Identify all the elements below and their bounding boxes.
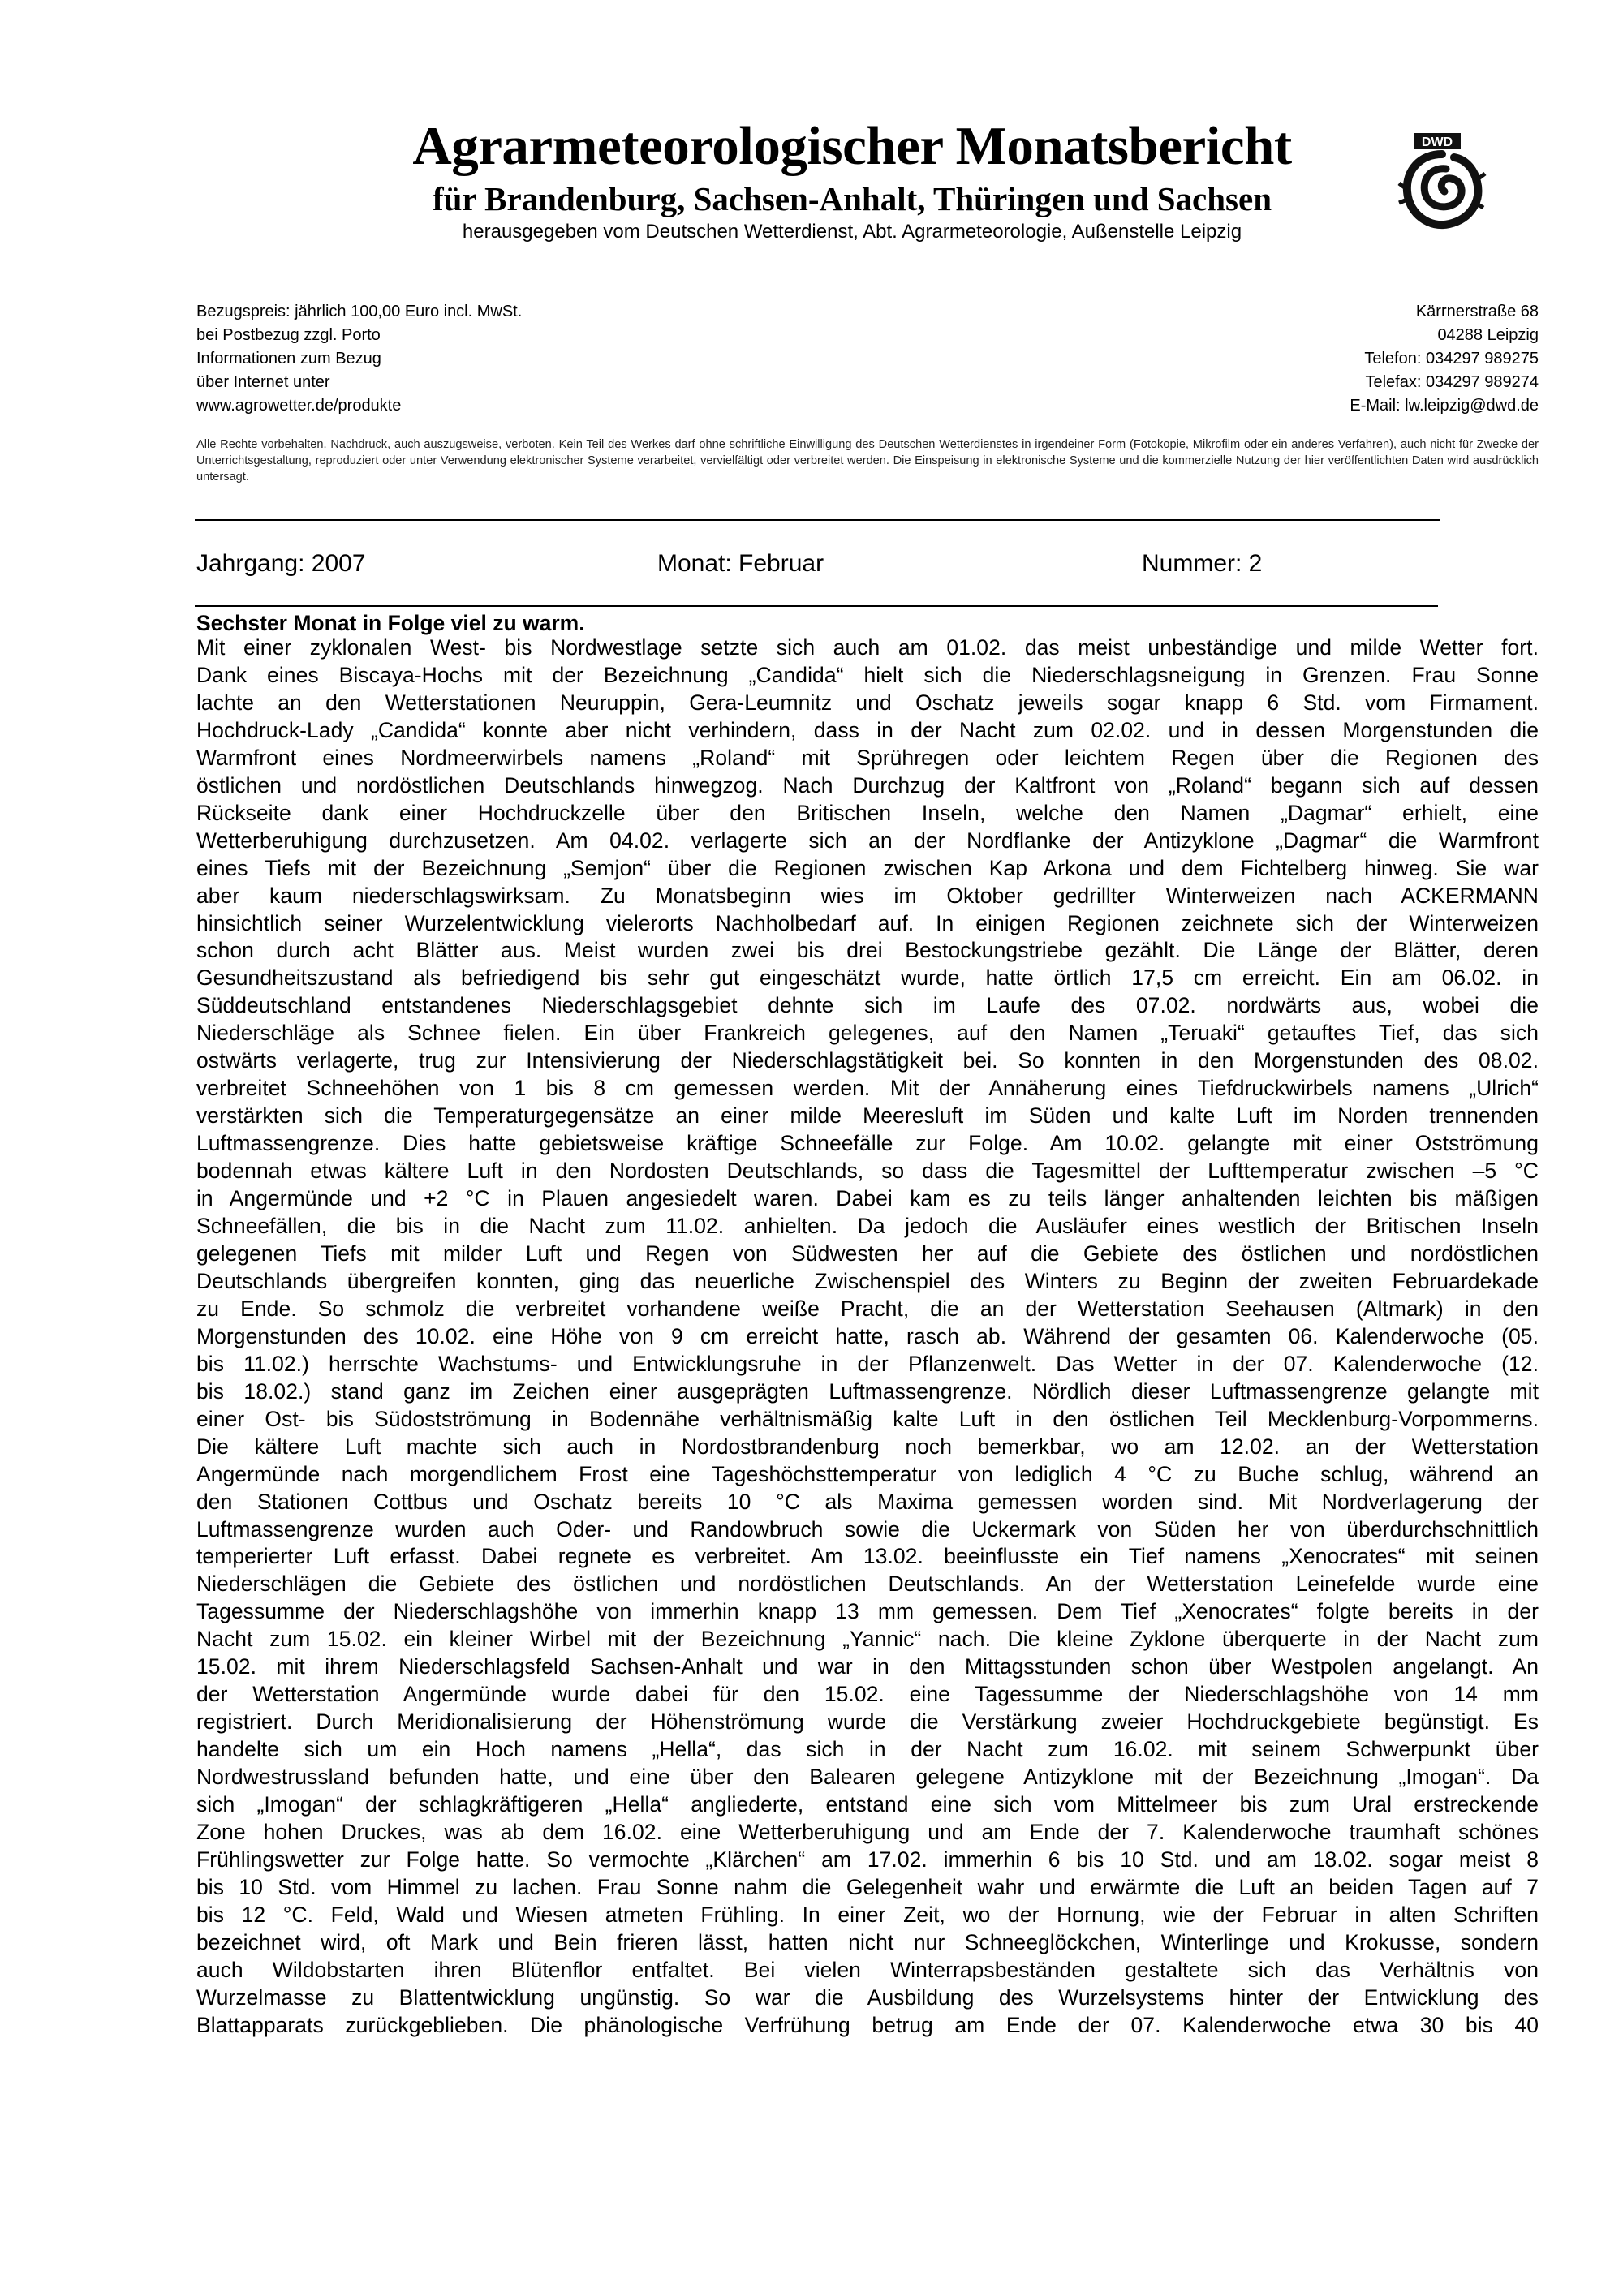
article-line: Niederschlägen die Gebiete des östlichen und nordöstlichen Deutschlands. An der Wetterstation Leinefelde wurde eine	[196, 1572, 1539, 1597]
article-line: Dank eines Biscaya-Hochs mit der Bezeichnung „Candida“ hielt sich die Niederschlagsneigung in Grenzen. Frau Sonne	[196, 662, 1539, 687]
article-line: verstärkten sich die Temperaturgegensätze an einer milde Meeresluft im Süden und kalte Luft im Norden trennenden	[196, 1103, 1539, 1129]
article-line: bodennah etwas kältere Luft in den Nordosten Deutschlands, so dass die Tagesmittel der Lufttemperatur zwischen –5 °C	[196, 1159, 1539, 1184]
info-line: Bezugspreis: jährlich 100,00 Euro incl. MwSt.	[196, 303, 523, 320]
article-line: Gesundheitszustand als befriedigend bis sehr gut eingeschätzt wurde, hatte örtlich 17,5 cm erreicht. Ein am 06.02. in	[196, 965, 1539, 991]
article-line: aber kaum niederschlagswirksam. Zu Monatsbeginn wies im Oktober gedrillter Winterweizen nach ACKERMANN	[196, 883, 1539, 908]
article-line: Mit einer zyklonalen West- bis Nordwestlage setzte sich auch am 01.02. das meist unbeständige und milde Wetter fort.	[196, 635, 1539, 660]
article-line: Luftmassengrenze wurden auch Oder- und Randowbruch sowie die Uckermark von Süden her von überdurchschnittlich	[196, 1516, 1539, 1541]
article-line: Deutschlands übergreifen konnten, ging das neuerliche Zwischenspiel des Winters zu Beginn der zweiten Februardekade	[196, 1268, 1539, 1293]
fax-number: Telefax: 034297 989274	[1365, 373, 1539, 391]
article-line: hinsichtlich seiner Wurzelentwicklung vielerorts Nachholbedarf auf. In einigen Regionen zeichnete sich der Winterweizen	[196, 910, 1539, 935]
address-city: 04288 Leipzig	[1437, 326, 1539, 344]
email-link[interactable]: E-Mail: lw.leipzig@dwd.de	[1350, 397, 1539, 415]
article-line: Nacht zum 15.02. ein kleiner Wirbel mit der Bezeichnung „Yannic“ nach. Die kleine Zyklone überquerte in der Nacht zum	[196, 1627, 1539, 1652]
article-line: Tagessumme der Niederschlagshöhe von immerhin knapp 13 mm gemessen. Dem Tief „Xenocrates“ folgte bereits in der	[196, 1599, 1539, 1624]
publisher-line: herausgegeben vom Deutschen Wetterdienst, Abt. Agrarmeteorologie, Außenstelle Leipzig	[462, 221, 1242, 243]
article-line: Schneefällen, die bis in die Nacht zum 11.02. anhielten. Da jedoch die Ausläufer eines westlich der Britischen Inseln	[196, 1214, 1539, 1239]
article-line: Blattapparats zurückgeblieben. Die phänologische Verfrühung betrug am Ende der 07. Kalenderwoche etwa 30 bis 40	[196, 2012, 1539, 2037]
issue-month: Monat: Februar	[657, 550, 824, 577]
article-line: Angermünde nach morgendlichem Frost eine Tageshöchsttemperatur von lediglich 4 °C zu Buche schlug, während an	[196, 1461, 1539, 1486]
article-line: Wurzelmasse zu Blattentwicklung ungünstig. So war die Ausbildung des Wurzelsystems hinter der Entwicklung des	[196, 1984, 1539, 2010]
article-line: Wetterberuhigung durchzusetzen. Am 04.02. verlagerte sich an der Nordflanke der Antizyklone „Dagmar“ die Warmfront	[196, 828, 1539, 853]
contact-info	[1055, 300, 1539, 418]
issue-number: Nummer: 2	[1142, 550, 1263, 577]
article-line: bis 11.02.) herrschte Wachstums- und Entwicklungsruhe in der Pflanzenwelt. Das Wetter in der 07. Kalenderwoche (12.	[196, 1351, 1539, 1376]
divider-bottom	[195, 605, 1438, 607]
dwd-logo-icon	[1397, 130, 1487, 235]
info-line: bei Postbezug zzgl. Porto	[196, 326, 381, 344]
article-line: Die kältere Luft machte sich auch in Nordostbrandenburg noch bemerkbar, wo am 12.02. an der Wetterstation	[196, 1434, 1539, 1459]
article-line: temperierter Luft erfasst. Dabei regnete es verbreitet. Am 13.02. beeinflusste ein Tief namens „Xenocrates“ mit seinen	[196, 1544, 1539, 1569]
article-line: lachte an den Wetterstationen Neuruppin, Gera-Leumnitz und Oschatz jeweils sogar knapp 6 Std. vom Firmament.	[196, 690, 1539, 715]
article-line: Rückseite dank einer Hochdruckzelle über den Britischen Inseln, welche den Namen „Dagmar“ erhielt, eine	[196, 800, 1539, 825]
issue-year: Jahrgang: 2007	[196, 550, 366, 577]
article-line: der Wetterstation Angermünde wurde dabei für den 15.02. eine Tagessumme der Niederschlagshöhe von 14 mm	[196, 1682, 1539, 1707]
article-line: schon durch acht Blätter aus. Meist wurden zwei bis drei Bestockungstriebe gezählt. Die Länge der Blätter, deren	[196, 938, 1539, 963]
article-heading: Sechster Monat in Folge viel zu warm.	[196, 611, 585, 635]
article-line: bezeichnet wird, oft Mark und Bein frieren lässt, hatten nicht nur Schneeglöckchen, Winterlinge und Krokusse, sondern	[196, 1929, 1539, 1954]
article-line: Nordwestrussland befunden hatte, und eine über den Balearen gelegene Antizyklone mit der Bezeichnung „Imogan“. Da	[196, 1765, 1539, 1790]
website-link[interactable]: www.agrowetter.de/produkte	[196, 397, 402, 415]
copyright-notice: Alle Rechte vorbehalten. Nachdruck, auch auszugsweise, verboten. Kein Teil des Werkes darf ohne schriftliche Einwilligung des Deutschen Wetterdienstes in irgendeiner Form (Fotokopie, Mikrofilm oder ein anderes Verfahren), auch nicht für Zwecke der Unterrichtsgestaltung, reproduziert oder unter Verwendung elektronischer Systeme verarbeitet, vervielfältigt oder verbreitet werden. Die Einspeisung in elektronische Systeme und die kommerzielle Nutzung der hier veröffentlichten Daten wird ausdrücklich untersagt.	[196, 438, 1539, 484]
article-line: Warmfront eines Nordmeerwirbels namens „Roland“ mit Sprühregen oder leichtem Regen über die Regionen des	[196, 745, 1539, 770]
info-line: Informationen zum Bezug	[196, 350, 381, 368]
subscription-info	[196, 300, 764, 418]
article-line: eines Tiefs mit der Bezeichnung „Semjon“ über die Regionen zwischen Kap Arkona und dem Fichtelberg hinweg. Sie war	[196, 855, 1539, 880]
article-line: gelegenen Tiefs mit milder Luft und Regen von Südwesten her auf die Gebiete des östlichen und nordöstlichen	[196, 1240, 1539, 1266]
article-line: Morgenstunden des 10.02. eine Höhe von 9 cm erreicht hatte, rasch ab. Während der gesamten 06. Kalenderwoche (05.	[196, 1323, 1539, 1348]
article-line: 15.02. mit ihrem Niederschlagsfeld Sachsen-Anhalt und war in den Mittagsstunden schon über Westpolen angelangt. An	[196, 1654, 1539, 1679]
article-body	[196, 634, 1539, 2040]
article-line: in Angermünde und +2 °C in Plauen angesiedelt waren. Dabei kam es zu teils länger anhaltenden leichten bis mäßigen	[196, 1186, 1539, 1211]
article-line: verbreitet Schneehöhen von 1 bis 8 cm gemessen werden. Mit der Annäherung eines Tiefdruckwirbels namens „Ulrich“	[196, 1076, 1539, 1101]
dwd-logo-text: DWD	[1421, 135, 1453, 149]
article-line: Hochdruck-Lady „Candida“ konnte aber nicht verhindern, dass in der Nacht zum 02.02. und in dessen Morgenstunden die	[196, 717, 1539, 742]
article-line: auch Wildobstarten ihren Blütenflor entfaltet. Bei vielen Winterrapsbeständen gestaltete sich das Verhältnis von	[196, 1957, 1539, 1982]
article-line: zu Ende. So schmolz die verbreitet vorhandene weiße Pracht, die an der Wetterstation Seehausen (Altmark) in den	[196, 1296, 1539, 1321]
article-line: bis 10 Std. vom Himmel zu lachen. Frau Sonne nahm die Gelegenheit wahr und erwärmte die Luft an beiden Tagen auf 7	[196, 1874, 1539, 1899]
divider-top	[195, 519, 1440, 521]
report-title: Agrarmeteorologischer Monatsbericht	[412, 116, 1292, 176]
article-line: den Stationen Cottbus und Oschatz bereits 10 °C als Maxima gemessen worden sind. Mit Nordverlagerung der	[196, 1489, 1539, 1514]
article-line: handelte sich um ein Hoch namens „Hella“, das sich in der Nacht zum 16.02. mit seinem Schwerpunkt über	[196, 1737, 1539, 1762]
article-line: Niederschläge als Schnee fielen. Ein über Frankreich gelegenes, auf den Namen „Teruaki“ getauftes Tief, das sich	[196, 1021, 1539, 1046]
article-line: einer Ost- bis Südostströmung in Bodennähe verhältnismäßig kalte Luft in den östlichen Teil Mecklenburg-Vorpommerns.	[196, 1406, 1539, 1431]
article-line: sich „Imogan“ der schlagkräftigeren „Hella“ angliederte, entstand eine sich vom Mittelmeer bis zum Ural erstreckende	[196, 1792, 1539, 1817]
article-line: Zone hohen Druckes, was ab dem 16.02. eine Wetterberuhigung und am Ende der 7. Kalenderwoche traumhaft schönes	[196, 1819, 1539, 1844]
article-line: Frühlingswetter zur Folge hatte. So vermochte „Klärchen“ am 17.02. immerhin 6 bis 10 Std. und am 18.02. sogar meist 8	[196, 1847, 1539, 1872]
article-line: Süddeutschland entstandenes Niederschlagsgebiet dehnte sich im Laufe des 07.02. nordwärts aus, wobei die	[196, 993, 1539, 1018]
report-subtitle: für Brandenburg, Sachsen-Anhalt, Thüringen und Sachsen	[432, 180, 1272, 217]
article-line: registriert. Durch Meridionalisierung der Höhenströmung wurde die Verstärkung zweier Hochdruckgebiete begünstigt. Es	[196, 1709, 1539, 1735]
article-line: bis 12 °C. Feld, Wald und Wiesen atmeten Frühling. In einer Zeit, wo der Hornung, wie der Februar in alten Schriften	[196, 1902, 1539, 1927]
phone-number: Telefon: 034297 989275	[1364, 350, 1539, 368]
article-line: östlichen und nordöstlichen Deutschlands hinwegzog. Nach Durchzug der Kaltfront von „Roland“ begann sich auf dessen	[196, 772, 1539, 798]
article-line: ostwärts verlagerte, trug zur Intensivierung der Niederschlagstätigkeit bei. So konnten in den Morgenstunden des 08.02.	[196, 1048, 1539, 1073]
address-street: Kärrnerstraße 68	[1415, 303, 1539, 320]
info-line: über Internet unter	[196, 373, 330, 391]
article-line: Luftmassengrenze. Dies hatte gebietsweise kräftige Schneefälle zur Folge. Am 10.02. gelangte mit einer Ostströmung	[196, 1131, 1539, 1156]
article-line: bis 18.02.) stand ganz im Zeichen einer ausgeprägten Luftmassengrenze. Nördlich dieser Luftmassengrenze gelangte mit	[196, 1378, 1539, 1404]
